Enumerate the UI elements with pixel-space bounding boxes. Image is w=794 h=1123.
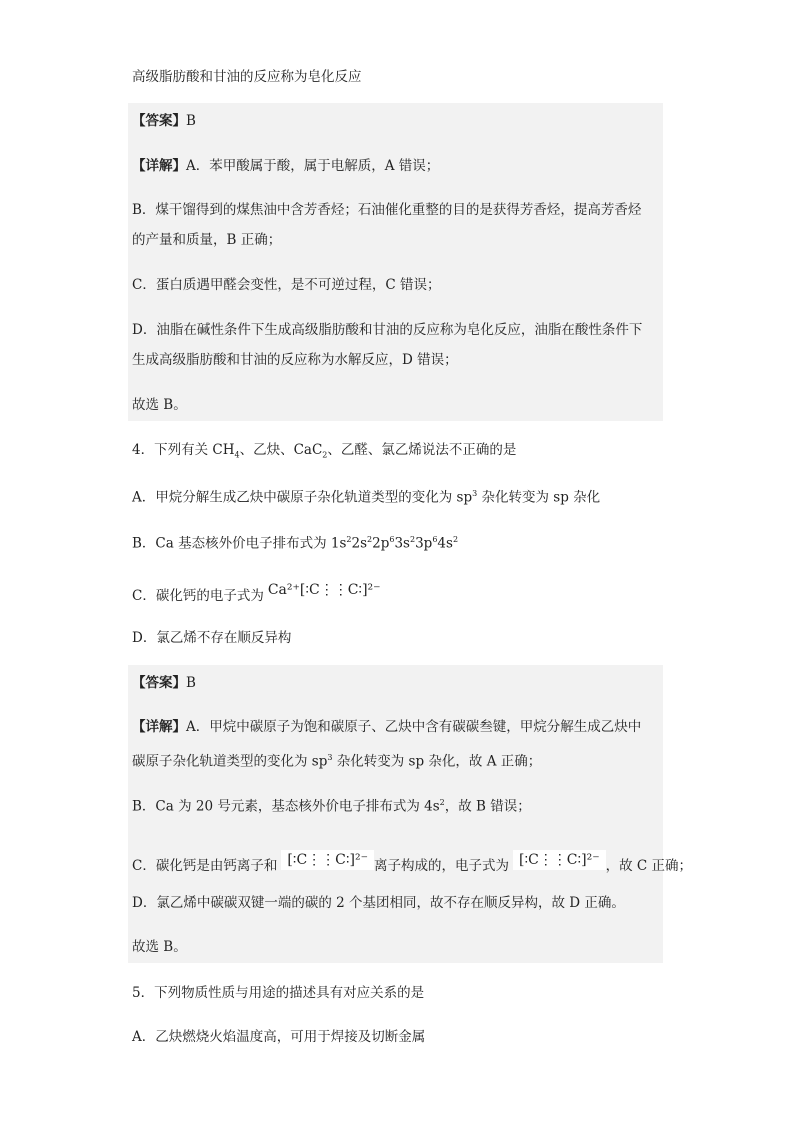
superscript: 2: [452, 535, 459, 544]
answer-block-q3: [128, 103, 663, 421]
detail-text: 杂化转变为 sp 杂化，故 A 正确；: [332, 753, 542, 770]
option-text: 2s: [351, 535, 368, 552]
option-text: 4s: [437, 535, 453, 552]
q4-option-c: [132, 580, 381, 606]
q3-detail-c: C．蛋白质遇甲醛会变性，是不可逆过程，C 错误；: [132, 277, 441, 293]
detail-text: ，故 C 正确；: [605, 858, 693, 874]
q4-detail-a-line1: [132, 717, 641, 737]
subscript: 2: [322, 450, 328, 460]
q3-answer: [132, 111, 196, 131]
q4-option-a: [132, 484, 600, 508]
stem-text: 、乙醛、氯乙烯说法不正确的是: [327, 442, 517, 458]
q4-option-b: [132, 530, 458, 554]
option-text: 2p: [372, 535, 390, 552]
stem-text: 4．下列有关 CH: [132, 442, 235, 458]
superscript: 2: [367, 535, 373, 544]
q3-stem-continuation: 高级脂肪酸和甘油的反应称为皂化反应: [132, 69, 362, 85]
option-text: C．碳化钙的电子式为: [132, 588, 264, 604]
stem-text: 、乙炔、CaC: [239, 442, 323, 458]
detail-text: A．甲烷中碳原子为饱和碳原子、乙炔中含有碳碳叁键，甲烷分解生成乙炔中: [186, 719, 642, 735]
superscript: 2: [346, 535, 352, 544]
q5-option-a: A．乙炔燃烧火焰温度高，可用于焊接及切断金属: [132, 1029, 426, 1045]
q4-detail-b: [132, 793, 531, 817]
superscript: 2: [409, 535, 416, 544]
detail-tag: 【详解】: [132, 158, 186, 174]
q3-detail-a: [132, 156, 439, 176]
option-text: A．甲烷分解生成乙炔中碳原子杂化轨道类型的变化为 sp: [132, 489, 473, 506]
answer-value: B: [186, 113, 196, 129]
option-text: 3s: [394, 535, 410, 552]
detail-text: B．Ca 为 20 号元素，基态核外价电子排布式为 4s: [132, 798, 440, 815]
answer-tag: 【答案】: [132, 675, 186, 691]
option-text: 杂化转变为 sp 杂化: [477, 489, 601, 506]
option-text: B．Ca 基态核外价电子排布式为 1s: [132, 535, 347, 552]
q4-answer: [132, 673, 196, 693]
q3-detail-d-line2: 生成高级脂肪酸和甘油的反应称为水解反应，D 错误；: [132, 352, 458, 368]
superscript: 2: [439, 798, 445, 807]
superscript: 6: [389, 535, 395, 544]
detail-tag: 【详解】: [132, 719, 186, 735]
detail-text: ，故 B 错误；: [444, 798, 531, 815]
q4-option-d: D．氯乙烯不存在顺反异构: [132, 630, 292, 646]
detail-text: 碳原子杂化轨道类型的变化为 sp: [132, 753, 328, 770]
q4-detail-c: [132, 850, 692, 876]
calcium-carbide-formula: [∶C⋮⋮C∶]²⁻: [513, 850, 606, 870]
q4-detail-d: D．氯乙烯中碳碳双键一端的碳的 2 个基团相同，故不存在顺反异构，故 D 正确。: [132, 895, 625, 911]
carbide-ion-formula: [∶C⋮⋮C∶]²⁻: [281, 850, 374, 870]
option-text: 3p: [415, 535, 433, 552]
q5-stem: 5．下列物质性质与用途的描述具有对应关系的是: [132, 985, 425, 1001]
q4-conclusion: 故选 B。: [132, 939, 187, 955]
detail-text: C．碳化钙是由钙离子和: [132, 858, 278, 874]
q3-detail-b-line2: 的产量和质量，B 正确；: [132, 232, 282, 248]
detail-text: 离子构成的，电子式为: [373, 858, 509, 874]
q4-detail-a-line2: [132, 748, 541, 772]
q3-conclusion: 故选 B。: [132, 397, 187, 413]
superscript: 3: [472, 489, 478, 498]
q4-stem: [132, 440, 516, 466]
subscript: 4: [234, 450, 240, 460]
detail-text: A．苯甲酸属于酸，属于电解质，A 错误；: [186, 158, 440, 174]
superscript: 6: [432, 535, 438, 544]
calcium-carbide-formula: Ca²⁺[∶C⋮⋮C∶]²⁻: [267, 582, 381, 598]
superscript: 3: [327, 753, 333, 762]
q3-detail-d-line1: D．油脂在碱性条件下生成高级脂肪酸和甘油的反应称为皂化反应，油脂在酸性条件下: [132, 322, 643, 338]
answer-value: B: [186, 675, 196, 691]
q3-detail-b-line1: B．煤干馏得到的煤焦油中含芳香烃；石油催化重整的目的是获得芳香烃，提高芳香烃: [132, 202, 642, 218]
answer-tag: 【答案】: [132, 113, 186, 129]
